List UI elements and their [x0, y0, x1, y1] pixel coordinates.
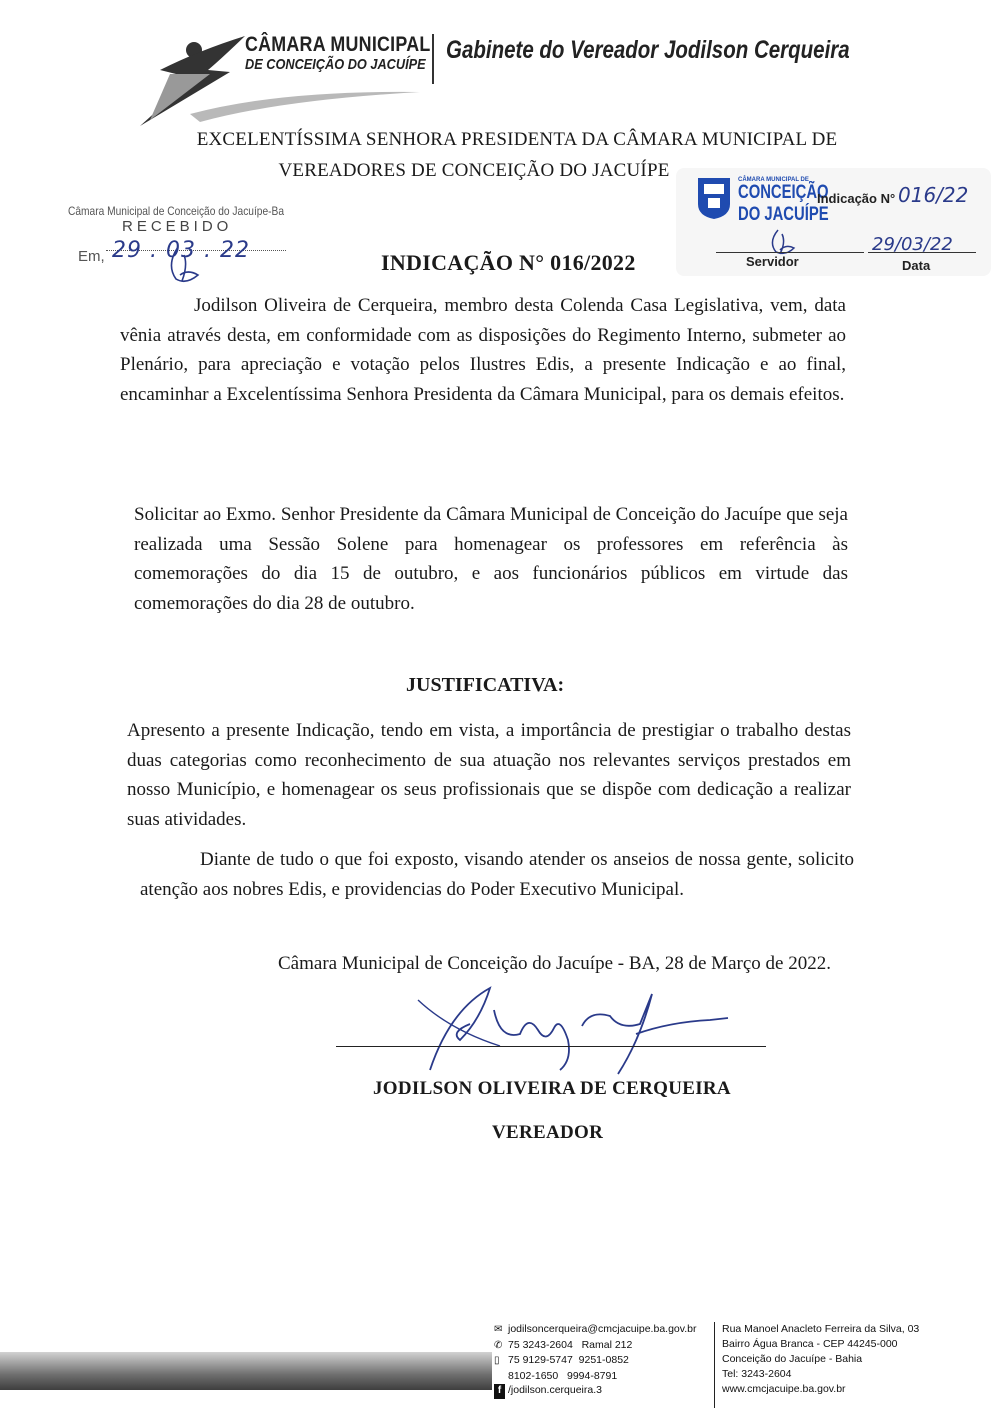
footer-phone3: 9251-0852: [578, 1354, 629, 1366]
place-date: Câmara Municipal de Conceição do Jacuípe - BA, 28 de Março de 2022.: [278, 953, 831, 974]
received-stamp-date: 29 . 03 . 22: [112, 238, 250, 263]
indication-stamp-org-small: CÂMARA MUNICIPAL DE: [738, 177, 809, 183]
signer-role: VEREADOR: [492, 1122, 604, 1143]
city-crest-icon: [696, 174, 732, 220]
email-icon: ✉: [494, 1324, 503, 1335]
footer-facebook[interactable]: /jodilson.cerqueira.3: [508, 1384, 602, 1396]
servidor-line: [716, 252, 864, 253]
footer-phone2: 75 9129-5747: [508, 1354, 573, 1366]
footer-extension: Ramal 212: [581, 1338, 633, 1351]
indication-number-label: Indicação N°: [817, 191, 896, 206]
footer-address-line1: Rua Manoel Anacleto Ferreira da Silva, 03: [722, 1323, 920, 1335]
footer-email[interactable]: jodilsoncerqueira@cmcjacuipe.ba.gov.br: [508, 1323, 697, 1335]
intro-paragraph: Jodilson Oliveira de Cerqueira, membro desta Colenda Casa Legislativa, vem, data vênia através desta, em conformidade com as disposições do Regimento Interno, submeter ao Plenário, para apreciação e votação pelos Ilustres Edis, a presente Indicação e ao final, encaminhar a Excelentíssima Senhora Presidenta da Câmara Municipal, para os demais efeitos.: [120, 295, 846, 405]
office-title: Gabinete do Vereador Jodilson Cerqueira: [446, 36, 850, 64]
indication-stamp-org-line1: CONCEIÇÃO: [738, 182, 829, 203]
footer-phone1: 75 3243-2604: [508, 1338, 573, 1351]
received-stamp: [68, 200, 288, 290]
mobile-icon: ▯: [494, 1355, 500, 1366]
footer-website[interactable]: www.cmcjacuipe.ba.gov.br: [722, 1383, 846, 1395]
indication-number-value: 016/22: [898, 183, 969, 207]
footer-contact: [494, 1322, 714, 1399]
document-title: INDICAÇÃO N° 016/2022: [381, 250, 636, 275]
justification-paragraph-2: Diante de tudo o que foi exposto, visando atender os anseios de nossa gente, solicito atenção aos nobres Edis, e providencias do Poder Executivo Municipal.: [140, 849, 854, 900]
received-initials-signature: [158, 245, 208, 285]
footer-phone-row: [494, 1338, 714, 1354]
footer-divider: [714, 1322, 715, 1408]
footer-phone4: 8102-1650: [508, 1369, 559, 1382]
footer-address-line2: Bairro Água Branca - CEP 44245-000: [722, 1338, 898, 1350]
footer-address-line4: Tel: 3243-2604: [722, 1368, 792, 1380]
received-stamp-em: Em,: [78, 248, 105, 265]
handwritten-signature: [410, 970, 740, 1080]
footer-address-line3: Conceição do Jacuípe - Bahia: [722, 1353, 863, 1365]
addressee-line-1: EXCELENTÍSSIMA SENHORA PRESIDENTA DA CÂMARA MUNICIPAL DE: [196, 129, 838, 150]
facebook-icon: f: [494, 1384, 505, 1399]
footer-facebook-row: [494, 1383, 714, 1399]
footer-mobile-row-2: [494, 1369, 714, 1384]
justification-paragraph-1: Apresento a presente Indicação, tendo em vista, a importância de prestigiar o trabalho destas duas categorias como reconhecimento de sua atuação nos relevantes serviços prestados em nosso Município, e homenagear os seus profissionais que se dispõe com dedicação a realizar suas atividades.: [127, 720, 851, 830]
footer-mobile-row: [494, 1353, 714, 1369]
received-stamp-org: Câmara Municipal de Conceição do Jacuípe-Ba: [68, 204, 285, 218]
header-divider: [432, 34, 434, 84]
servidor-label: Servidor: [746, 254, 799, 269]
footer-phone5: 9994-8791: [566, 1369, 618, 1382]
indication-stamp: [676, 168, 991, 276]
indication-stamp-org-line2: DO JACUÍPE: [738, 204, 829, 225]
indication-date-value: 29/03/22: [872, 234, 953, 255]
phone-icon: ✆: [494, 1339, 503, 1351]
justification-title: JUSTIFICATIVA:: [406, 674, 565, 696]
data-label: Data: [902, 258, 931, 273]
signature-line: [336, 1046, 766, 1047]
footer-email-row: [494, 1322, 714, 1338]
logo-title: CÂMARA MUNICIPAL: [245, 33, 431, 56]
received-stamp-label: RECEBIDO: [122, 218, 233, 235]
logo-subtitle: DE CONCEIÇÃO DO JACUÍPE: [245, 56, 426, 73]
addressee-line-2: VEREADORES DE CONCEIÇÃO DO JACUÍPE: [278, 160, 670, 181]
footer-decorative-bar: [0, 1352, 492, 1390]
request-paragraph: Solicitar ao Exmo. Senhor Presidente da Câmara Municipal de Conceição do Jacuípe que seja realizada uma Sessão Solene para homenagear os professores em referência às comemorações do dia 15 de outubro, e aos funcionários públicos em virtude das comemorações do dia 28 de outubro.: [134, 504, 848, 614]
footer-address: [722, 1322, 952, 1397]
signer-name: JODILSON OLIVEIRA DE CERQUEIRA: [373, 1078, 731, 1099]
